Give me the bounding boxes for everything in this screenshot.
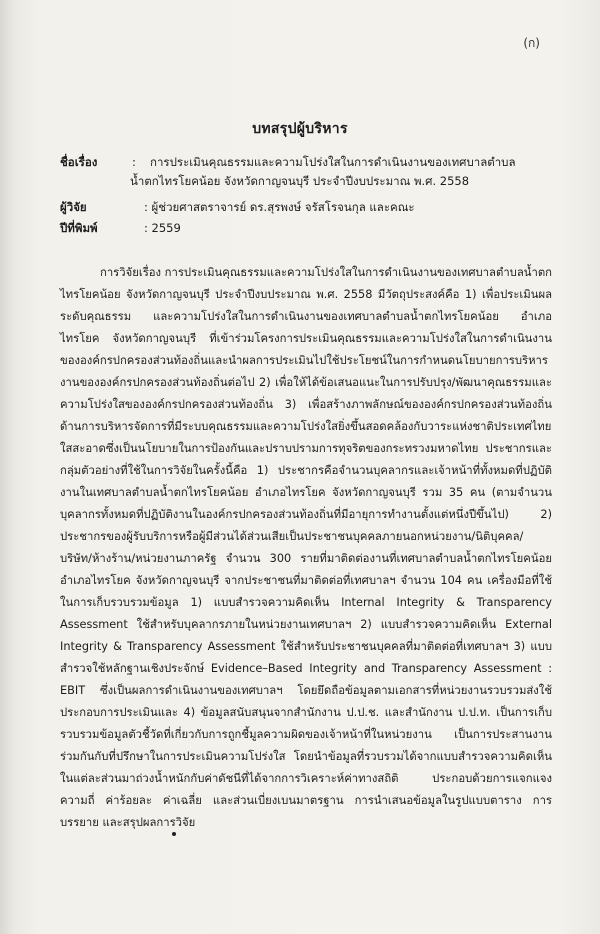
- topic-value-line1: การประเมินคุณธรรมและความโปร่งใสในการดำเนินงานของเทศบาลตำบล: [150, 155, 516, 169]
- topic-value-line2: น้ำตกไทรโยคน้อย จังหวัดกาญจนบุรี ประจำปีงบประมาณ พ.ศ. 2558: [130, 174, 470, 188]
- year-row: [60, 219, 560, 239]
- researcher-row: [60, 198, 560, 218]
- summary-paragraph: การวิจัยเรื่อง การประเมินคุณธรรมและความโปร่งใสในการดำเนินงานของเทศบาลตำบลน้ำตกไทรโยคน้อย จังหวัดกาญจนบุรี ประจำปีงบประมาณ พ.ศ. 2558 มีวัตถุประสงค์คือ 1) เพื่อประเมินผลระดับคุณธรรม และความโปร่งใสในการดำเนินงานของเทศบาลตำบลน้ำตกไทรโยคน้อย อำเภอไทรโยค จังหวัดกาญจนบุรี ที่เข้าร่วมโครงการประเมินคุณธรรมและความโปร่งใสในการดำเนินงานขององค์กรปกครองส่วนท้องถิ่นและนำผลการประเมินไปใช้ประโยชน์ในการกำหนดนโยบายการบริหารงานขององค์กรปกครองส่วนท้องถิ่นต่อไป 2) เพื่อให้ได้ข้อเสนอแนะในการปรับปรุง/พัฒนาคุณธรรมและความโปร่งใสขององค์กรปกครองส่วนท้องถิ่น 3) เพื่อสร้างภาพลักษณ์ขององค์กรปกครองส่วนท้องถิ่นด้านการบริหารจัดการที่มีระบบคุณธรรมและความโปร่งใสยิ่งขึ้นสอดคล้องกับวาระแห่งชาติประเทศไทยใสสะอาดซึ่งเป็นนโยบายในการป้องกันและปราบปรามการทุจริตของกระทรวงมหาดไทย ประชากรและกลุ่มตัวอย่างที่ใช้ในการวิจัยในครั้งนี้คือ 1) ประชากรคือจำนวนบุคลากรและเจ้าหน้าที่ทั้งหมดที่ปฏิบัติงานในเทศบาลตำบลน้ำตกไทรโยคน้อย อำเภอไทรโยค จังหวัดกาญจนบุรี รวม 35 คน (ตามจำนวนบุคลากรทั้งหมดที่ปฏิบัติงานในองค์กรปกครองส่วนท้องถิ่นที่มีอายุการทำงานตั้งแต่หนึ่งปีขึ้นไป) 2) ประชากรของผู้รับบริการหรือผู้มีส่วนได้ส่วนเสียเป็นประชาชนบุคคลภายนอกหน่วยงาน/นิติบุคคล/บริษัท/ห้างร้าน/หน่วยงานภาครัฐ จำนวน 300 รายที่มาติดต่องานที่เทศบาลตำบลน้ำตกไทรโยคน้อย อำเภอไทรโยค จังหวัดกาญจนบุรี จากประชาชนที่มาติดต่อที่เทศบาลฯ จำนวน 104 คน เครื่องมือที่ใช้ในการเก็บรวบรวมข้อมูล 1) แบบสำรวจความคิดเห็น Internal Integrity & Transparency Assessment ใช้สำหรับบุคลากรภายในหน่วยงานเทศบาลฯ 2) แบบสำรวจความคิดเห็น External Integrity & Transparency Assessment ใช้สำหรับประชาชนบุคคลที่มาติดต่อที่เทศบาลฯ 3) แบบสำรวจใช้หลักฐานเชิงประจักษ์ Evidence–Based Integrity and Transparency Assessment : EBIT ซึ่งเป็นผลการดำเนินงานของเทศบาลฯ โดยยึดถือข้อมูลตามเอกสารที่หน่วยงานรวบรวมส่งใช้ประกอบการประเมินและ 4) ข้อมูลสนับสนุนจากสำนักงาน ป.ป.ช. และสำนักงาน ป.ป.ท. เป็นการเก็บรวบรวมข้อมูลตัวชี้วัดที่เกี่ยวกับการถูกชี้มูลความผิดของเจ้าหน้าที่ในหน่วยงาน เป็นการประสานงานร่วมกันกับที่ปรึกษาในการประเมินความโปร่งใส โดยนำข้อมูลที่รวบรวมได้จากแบบสำรวจความคิดเห็น ในแต่ละส่วนมาถ่วงน้ำหนักกับค่าดัชนีที่ได้จากการวิเคราะห์ค่าทางสถิติ ประกอบด้วยการแจกแจงความถี่ ค่าร้อยละ ค่าเฉลี่ย และส่วนเบี่ยงเบนมาตรฐาน การนำเสนอข้อมูลในรูปแบบตาราง การบรรยาย และสรุปผลการวิจัย: [60, 266, 552, 829]
- year-label: ปีที่พิมพ์: [60, 221, 98, 235]
- ink-dot: [172, 832, 176, 836]
- topic-colon: :: [132, 155, 136, 169]
- researcher-label: ผู้วิจัย: [60, 200, 87, 214]
- page-title: บทสรุปผู้บริหาร: [252, 121, 348, 137]
- topic-row: [60, 153, 560, 193]
- researcher-value: : ผู้ช่วยศาสตราจารย์ ดร.สุรพงษ์ จรัสโรจนกุล และคณะ: [144, 200, 415, 214]
- page-number: (ก): [523, 36, 540, 50]
- topic-label: ชื่อเรื่อง: [60, 155, 98, 169]
- year-value: : 2559: [144, 221, 181, 235]
